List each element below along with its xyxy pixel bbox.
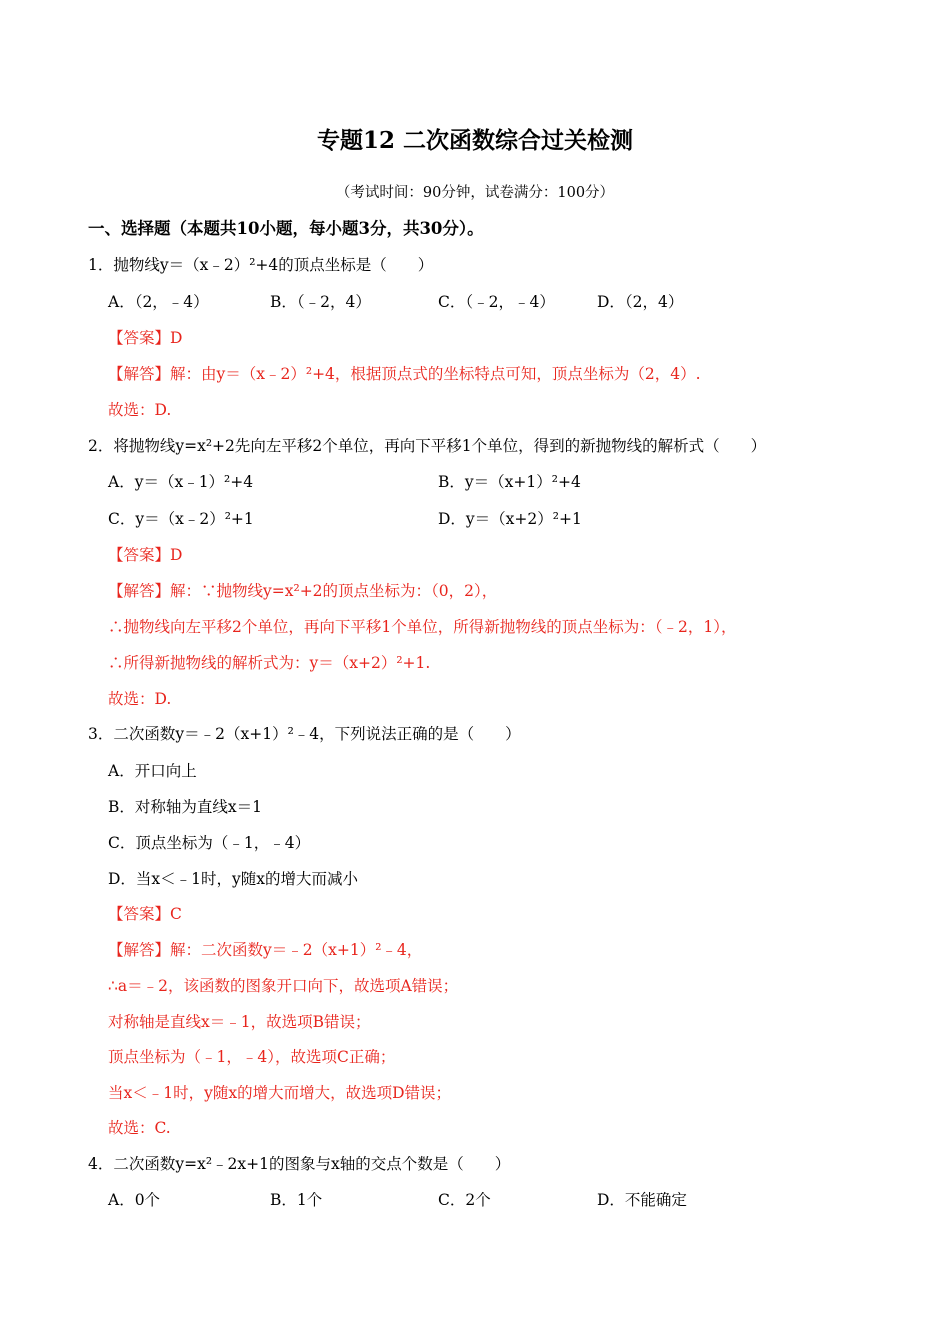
question-2: 2．将抛物线y=x²+2先向左平移2个单位，再向下平移1个单位，得到的新抛物线的解析式（ ）	[88, 437, 767, 455]
q3-solution-1: 【解答】解：二次函数y＝﹣2（x+1）²﹣4，	[108, 941, 423, 959]
q2-conclusion: 故选：D.	[108, 690, 172, 708]
q1-option-b: B．（﹣2，4）	[270, 293, 371, 311]
q2-solution-3: ∴所得新抛物线的解析式为：y＝（x+2）²+1.	[108, 654, 431, 672]
q2-option-d: D．y＝（x+2）²+1	[438, 510, 582, 528]
q4-option-c: C．2个	[438, 1191, 491, 1209]
q1-conclusion: 故选：D.	[108, 401, 172, 419]
q1-answer: 【答案】D	[108, 329, 183, 347]
q3-option-b: B．对称轴为直线x＝1	[108, 798, 262, 816]
q4-option-d: D．不能确定	[597, 1191, 687, 1209]
q3-solution-4: 顶点坐标为（﹣1，﹣4），故选项C正确；	[108, 1048, 396, 1066]
q1-option-c: C．（﹣2，﹣4）	[438, 293, 555, 311]
q3-option-d: D．当x＜﹣1时，y随x的增大而减小	[108, 870, 359, 888]
q2-answer: 【答案】D	[108, 546, 183, 564]
q1-option-d: D．（2，4）	[597, 293, 684, 311]
question-1: 1．抛物线y＝（x﹣2）²+4的顶点坐标是（ ）	[88, 256, 434, 274]
q3-solution-5: 当x＜﹣1时，y随x的增大而增大，故选项D错误；	[108, 1084, 452, 1102]
exam-info: （考试时间：90分钟，试卷满分：100分）	[335, 185, 615, 201]
q2-option-a: A．y＝（x﹣1）²+4	[108, 473, 254, 491]
q4-option-a: A．0个	[108, 1191, 161, 1209]
q3-option-c: C．顶点坐标为（﹣1，﹣4）	[108, 834, 311, 852]
question-3: 3．二次函数y＝﹣2（x+1）²﹣4，下列说法正确的是（ ）	[88, 725, 521, 743]
q3-option-a: A．开口向上	[108, 762, 197, 780]
q1-option-a: A．（2，﹣4）	[108, 293, 209, 311]
page-title: 专题12 二次函数综合过关检测	[316, 127, 633, 154]
question-4: 4．二次函数y=x²﹣2x+1的图象与x轴的交点个数是（ ）	[88, 1155, 511, 1173]
q3-conclusion: 故选：C.	[108, 1119, 171, 1137]
q3-solution-3: 对称轴是直线x＝﹣1，故选项B错误；	[108, 1013, 371, 1031]
q2-solution-2: ∴抛物线向左平移2个单位，再向下平移1个单位，所得新抛物线的顶点坐标为：（﹣2，1），	[108, 618, 737, 636]
q2-option-c: C．y＝（x﹣2）²+1	[108, 510, 254, 528]
q2-solution-1: 【解答】解：∵抛物线y=x²+2的顶点坐标为：（0，2），	[108, 582, 498, 600]
q2-option-b: B．y＝（x+1）²+4	[438, 473, 581, 491]
q3-answer: 【答案】C	[108, 905, 182, 923]
q3-solution-2: ∴a＝﹣2，该函数的图象开口向下，故选项A错误；	[108, 977, 459, 995]
q4-option-b: B．1个	[270, 1191, 323, 1209]
q1-solution: 【解答】解：由y＝（x﹣2）²+4，根据顶点式的坐标特点可知，顶点坐标为（2，4）.	[108, 365, 701, 383]
section-heading: 一、选择题（本题共10小题，每小题3分，共30分）。	[88, 219, 484, 238]
